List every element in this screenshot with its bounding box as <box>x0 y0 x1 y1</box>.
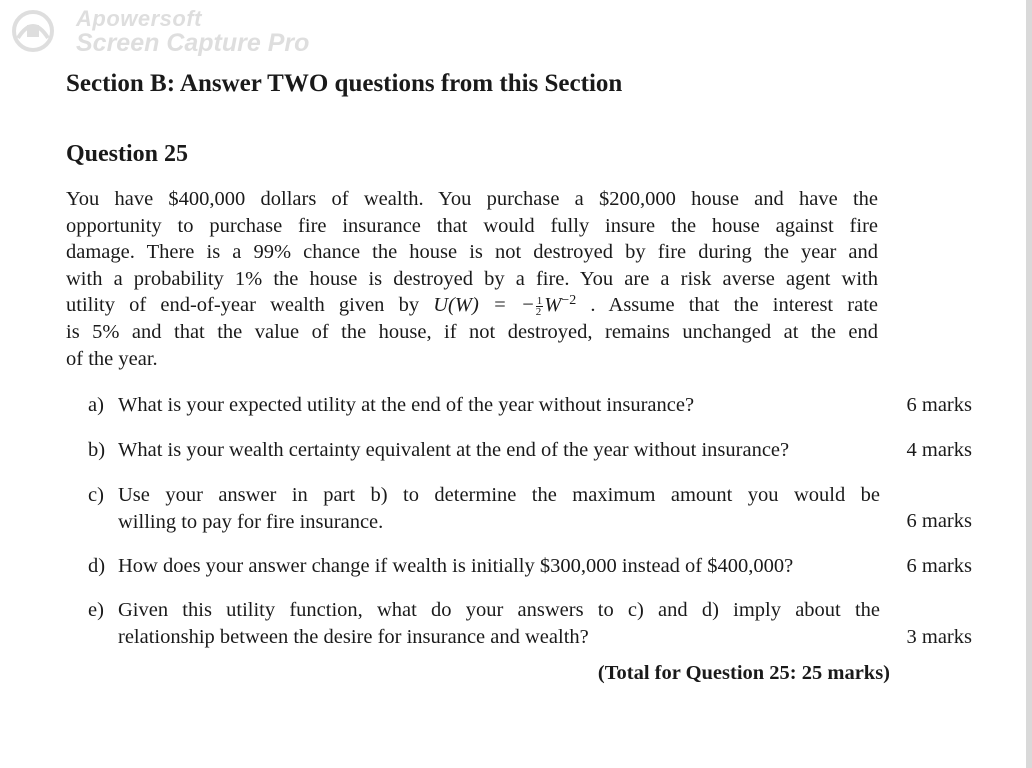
watermark-line1: Apowersoft <box>76 6 202 31</box>
formula-base: W <box>544 294 562 317</box>
part-letter: d) <box>88 555 106 577</box>
part-letter: a) <box>88 394 104 416</box>
part-b-marks: 4 marks <box>906 439 972 461</box>
part-text <box>118 437 880 464</box>
part-line: willing to pay for fire insurance. <box>118 510 384 533</box>
formula-exponent: −2 <box>561 293 577 309</box>
intro-line: is 5% and that the value of the house, if not destroyed, remains unchanged at the end <box>66 320 878 343</box>
watermark <box>4 4 334 60</box>
utility-formula <box>433 293 577 319</box>
part-line: What is your expected utility at the end of the year without insurance? <box>118 394 695 416</box>
watermark-line2: Screen Capture Pro <box>76 29 310 57</box>
part-letter: c) <box>88 484 104 506</box>
section-title: Section B: Answer TWO questions from this Section <box>66 70 623 97</box>
part-line: Given this utility function, what do your answers to c) and d) imply about the <box>118 599 880 621</box>
part-letter: e) <box>88 599 104 621</box>
fraction-numerator: 1 <box>536 295 543 308</box>
page-edge <box>1026 0 1032 768</box>
part-c-marks: 6 marks <box>906 510 972 532</box>
part-e-marks: 3 marks <box>906 626 972 648</box>
fraction-denominator: 2 <box>535 306 542 319</box>
part-text <box>118 597 880 650</box>
question-total: (Total for Question 25: 25 marks) <box>597 662 890 684</box>
part-text <box>118 553 880 580</box>
part-text <box>118 482 880 535</box>
part-d-marks: 6 marks <box>906 555 972 577</box>
intro-line: with a probability 1% the house is destroyed by a fire. You are a risk averse agent with <box>66 267 878 290</box>
part-line: Use your answer in part b) to determine the maximum amount you would be <box>118 484 880 506</box>
part-text <box>118 392 880 419</box>
intro-line-part: utility of end-of-year wealth given by <box>66 294 420 317</box>
intro-line: of the year. <box>66 347 158 370</box>
part-line: How does your answer change if wealth is initially $300,000 instead of $400,000? <box>118 555 794 577</box>
intro-line-part: . Assume that the interest rate <box>590 294 878 317</box>
apowersoft-logo-icon <box>8 8 58 54</box>
intro-line-formula <box>66 292 878 319</box>
question-title: Question 25 <box>66 141 189 167</box>
part-letter: b) <box>88 439 106 461</box>
part-line: relationship between the desire for insurance and wealth? <box>118 625 589 648</box>
formula-fraction <box>536 296 544 317</box>
part-line: What is your wealth certainty equivalent at the end of the year without insurance? <box>118 439 790 461</box>
intro-line: opportunity to purchase fire insurance that would fully insure the house against fire <box>66 214 878 237</box>
question-intro <box>66 186 878 372</box>
formula-lhs: U(W) = − <box>433 294 535 317</box>
intro-line: damage. There is a 99% chance the house is not destroyed by fire during the year and <box>66 241 878 264</box>
part-a-marks: 6 marks <box>906 394 972 416</box>
intro-line: You have $400,000 dollars of wealth. You purchase a $200,000 house and have the <box>66 188 878 210</box>
